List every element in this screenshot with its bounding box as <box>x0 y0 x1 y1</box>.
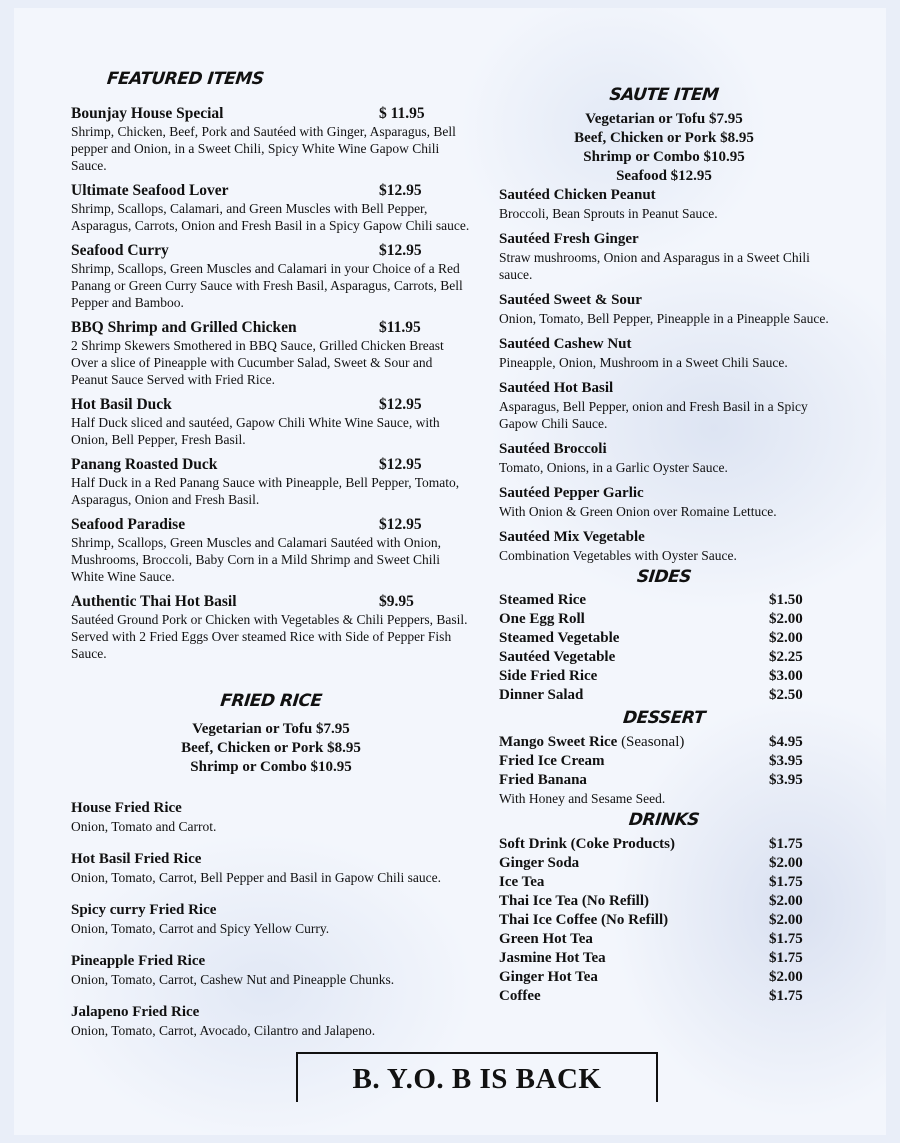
item-name: Thai Ice Tea (No Refill) <box>499 893 649 909</box>
item-name: House Fried Rice <box>71 800 182 816</box>
item-description: Sautéed Ground Pork or Chicken with Vegetables & Chili Peppers, Basil. Served with 2 Fried Eggs Over steamed Rice with Side of Pepper Fish Sauce. <box>71 612 468 661</box>
item-price: $2.25 <box>769 649 803 665</box>
item-price: $1.75 <box>769 931 803 947</box>
item-description: Onion, Tomato, Carrot and Spicy Yellow Curry. <box>71 921 330 936</box>
item-name: Authentic Thai Hot Basil <box>71 593 237 610</box>
item-price: $12.95 <box>379 456 422 473</box>
saute-item <box>499 440 829 476</box>
saute-item <box>499 230 829 283</box>
item-name: Jalapeno Fried Rice <box>71 1004 200 1020</box>
item-name: Soft Drink (Coke Products) <box>499 836 675 852</box>
item-name: Ice Tea <box>499 874 545 890</box>
fried-rice-item <box>71 901 471 937</box>
item-name: Seafood Paradise <box>71 516 186 533</box>
dessert-row <box>499 752 829 771</box>
item-note: (Seasonal) <box>617 734 685 750</box>
drink-row <box>499 930 829 949</box>
price-line: Beef, Chicken or Pork $8.95 <box>181 740 361 756</box>
item-name: One Egg Roll <box>499 611 585 627</box>
side-row <box>499 610 829 629</box>
side-row <box>499 686 829 705</box>
item-name: Fried Ice Cream <box>499 753 605 769</box>
item-price: $3.95 <box>769 753 803 769</box>
drinks-title: DRINKS <box>627 810 701 830</box>
dessert-row <box>499 771 829 790</box>
saute-item <box>499 484 829 520</box>
featured-item <box>71 241 471 311</box>
item-price: $1.75 <box>769 874 803 890</box>
right-column <box>499 84 829 1006</box>
item-description: Onion, Tomato, Carrot, Cashew Nut and Pineapple Chunks. <box>71 972 395 987</box>
item-description: Onion, Tomato and Carrot. <box>71 819 217 834</box>
item-price: $12.95 <box>379 242 422 259</box>
price-line: Vegetarian or Tofu $7.95 <box>192 721 350 737</box>
item-price: $2.00 <box>769 969 803 985</box>
item-name: Ginger Hot Tea <box>499 969 598 985</box>
saute-item <box>499 528 829 564</box>
drink-row <box>499 968 829 987</box>
item-name: BBQ Shrimp and Grilled Chicken <box>71 319 297 336</box>
item-description: Tomato, Onions, in a Garlic Oyster Sauce. <box>499 460 728 475</box>
item-name: Sautéed Pepper Garlic <box>499 485 644 501</box>
item-price: $1.75 <box>769 950 803 966</box>
item-name: Hot Basil Duck <box>71 396 172 413</box>
fried-rice-prices <box>71 720 471 777</box>
drink-row <box>499 949 829 968</box>
item-name: Pineapple Fried Rice <box>71 953 206 969</box>
featured-item <box>71 395 471 448</box>
item-price: $2.00 <box>769 630 803 646</box>
fried-rice-item <box>71 952 471 988</box>
item-description: Half Duck sliced and sautéed, Gapow Chili White Wine Sauce, with Onion, Bell Pepper, Fresh Basil. <box>71 415 440 447</box>
item-name: Coffee <box>499 988 541 1004</box>
saute-item <box>499 379 829 432</box>
item-price: $11.95 <box>379 319 421 336</box>
fried-rice-item <box>71 1003 471 1039</box>
saute-item <box>499 291 829 327</box>
item-name: Jasmine Hot Tea <box>499 950 606 966</box>
item-name: Sautéed Chicken Peanut <box>499 187 656 203</box>
item-price: $2.00 <box>769 893 803 909</box>
price-line: Shrimp or Combo $10.95 <box>583 149 745 165</box>
left-column <box>71 68 471 1039</box>
item-name: Bounjay House Special <box>71 105 224 122</box>
fried-rice-item <box>71 850 471 886</box>
drink-row <box>499 835 829 854</box>
featured-items-title: FEATURED ITEMS <box>105 69 265 89</box>
item-description: Shrimp, Chicken, Beef, Pork and Sautéed with Ginger, Asparagus, Bell pepper and Onion, in a Sweet Chili, Spicy White Wine Gapow Chili Sauce. <box>71 124 456 173</box>
sides-title: SIDES <box>635 567 693 587</box>
item-name: Ginger Soda <box>499 855 580 871</box>
item-name: Sautéed Cashew Nut <box>499 336 632 352</box>
item-name: Spicy curry Fried Rice <box>71 902 217 918</box>
saute-prices <box>499 110 829 186</box>
dessert-row <box>499 733 829 752</box>
item-name: Steamed Rice <box>499 592 587 608</box>
price-line: Seafood $12.95 <box>616 168 712 184</box>
item-price: $2.00 <box>769 912 803 928</box>
fried-rice-item <box>71 799 471 835</box>
drink-row <box>499 873 829 892</box>
item-price: $12.95 <box>379 182 422 199</box>
item-name: Sautéed Hot Basil <box>499 380 614 396</box>
item-name: Fried Banana <box>499 772 587 788</box>
item-price: $1.50 <box>769 592 803 608</box>
item-name: Sautéed Sweet & Sour <box>499 292 642 308</box>
byob-banner: B. Y.O. B IS BACK <box>296 1052 658 1102</box>
item-name: Side Fried Rice <box>499 668 598 684</box>
item-description: Combination Vegetables with Oyster Sauce. <box>499 548 737 563</box>
item-description: Asparagus, Bell Pepper, onion and Fresh Basil in a Spicy Gapow Chili Sauce. <box>499 399 808 431</box>
side-row <box>499 648 829 667</box>
item-description: Shrimp, Scallops, Green Muscles and Calamari Sautéed with Onion, Mushrooms, Broccoli, Baby Corn in a Mild Shrimp and Sweet Chili White Wine Sauce. <box>71 535 442 584</box>
sides-list <box>499 591 829 705</box>
drinks-list <box>499 835 829 1006</box>
price-line: Vegetarian or Tofu $7.95 <box>585 111 743 127</box>
item-name: Sautéed Mix Vegetable <box>499 529 645 545</box>
featured-item <box>71 515 471 585</box>
item-description: With Onion & Green Onion over Romaine Lettuce. <box>499 504 777 519</box>
item-price: $2.50 <box>769 687 803 703</box>
item-description: 2 Shrimp Skewers Smothered in BBQ Sauce, Grilled Chicken Breast Over a slice of Pineapple with Cucumber Salad, Sweet & Sour and Peanut Sauce Served with Fried Rice. <box>71 338 444 387</box>
item-name: Thai Ice Coffee (No Refill) <box>499 912 669 928</box>
item-name: Sautéed Fresh Ginger <box>499 231 639 247</box>
item-price: $2.00 <box>769 855 803 871</box>
item-name: Green Hot Tea <box>499 931 593 947</box>
item-price: $3.00 <box>769 668 803 684</box>
item-name: Steamed Vegetable <box>499 630 620 646</box>
item-price: $3.95 <box>769 772 803 788</box>
saute-item-title: SAUTE ITEM <box>608 85 720 105</box>
featured-item <box>71 455 471 508</box>
featured-item <box>71 104 471 174</box>
fried-rice-title: FRIED RICE <box>219 691 323 711</box>
item-price: $1.75 <box>769 836 803 852</box>
item-price: $ 11.95 <box>379 105 425 122</box>
item-name: Panang Roasted Duck <box>71 456 218 473</box>
item-description: Shrimp, Scallops, Calamari, and Green Muscles with Bell Pepper, Asparagus, Carrots, Onion and Fresh Basil in a Spicy Gapow Chili sauce. <box>71 201 470 233</box>
item-description: Onion, Tomato, Bell Pepper, Pineapple in a Pineapple Sauce. <box>499 311 829 326</box>
item-price: $12.95 <box>379 516 422 533</box>
featured-item <box>71 181 471 234</box>
price-line: Beef, Chicken or Pork $8.95 <box>574 130 754 146</box>
drink-row <box>499 911 829 930</box>
item-description: Onion, Tomato, Carrot, Bell Pepper and Basil in Gapow Chili sauce. <box>71 870 441 885</box>
side-row <box>499 667 829 686</box>
item-name: Sautéed Broccoli <box>499 441 607 457</box>
side-row <box>499 591 829 610</box>
item-description: Broccoli, Bean Sprouts in Peanut Sauce. <box>499 206 718 221</box>
item-name: Sautéed Vegetable <box>499 649 616 665</box>
item-price: $2.00 <box>769 611 803 627</box>
side-row <box>499 629 829 648</box>
item-description: With Honey and Sesame Seed. <box>499 791 666 806</box>
drink-row <box>499 892 829 911</box>
item-name: Dinner Salad <box>499 687 584 703</box>
item-name: Seafood Curry <box>71 242 169 259</box>
featured-item <box>71 318 471 388</box>
item-price: $9.95 <box>379 593 414 610</box>
item-description: Half Duck in a Red Panang Sauce with Pineapple, Bell Pepper, Tomato, Asparagus, Onion and Fresh Basil. <box>71 475 460 507</box>
item-description: Pineapple, Onion, Mushroom in a Sweet Chili Sauce. <box>499 355 788 370</box>
drink-row <box>499 854 829 873</box>
dessert-title: DESSERT <box>622 708 706 728</box>
item-price: $1.75 <box>769 988 803 1004</box>
item-description: Onion, Tomato, Carrot, Avocado, Cilantro and Jalapeno. <box>71 1023 376 1038</box>
dessert-list <box>499 733 829 807</box>
drink-row <box>499 987 829 1006</box>
saute-item <box>499 335 829 371</box>
item-price: $4.95 <box>769 734 803 750</box>
item-name: Ultimate Seafood Lover <box>71 182 229 199</box>
price-line: Shrimp or Combo $10.95 <box>190 759 352 775</box>
featured-item <box>71 592 471 662</box>
saute-item <box>499 186 829 222</box>
item-name: Hot Basil Fried Rice <box>71 851 202 867</box>
item-price: $12.95 <box>379 396 422 413</box>
item-name: Mango Sweet Rice <box>499 734 618 750</box>
item-description: Straw mushrooms, Onion and Asparagus in a Sweet Chili sauce. <box>499 250 810 282</box>
item-description: Shrimp, Scallops, Green Muscles and Calamari in your Choice of a Red Panang or Green Curry Sauce with Fresh Basil, Asparagus, Carrots, Bell Pepper and Bamboo. <box>71 261 463 310</box>
